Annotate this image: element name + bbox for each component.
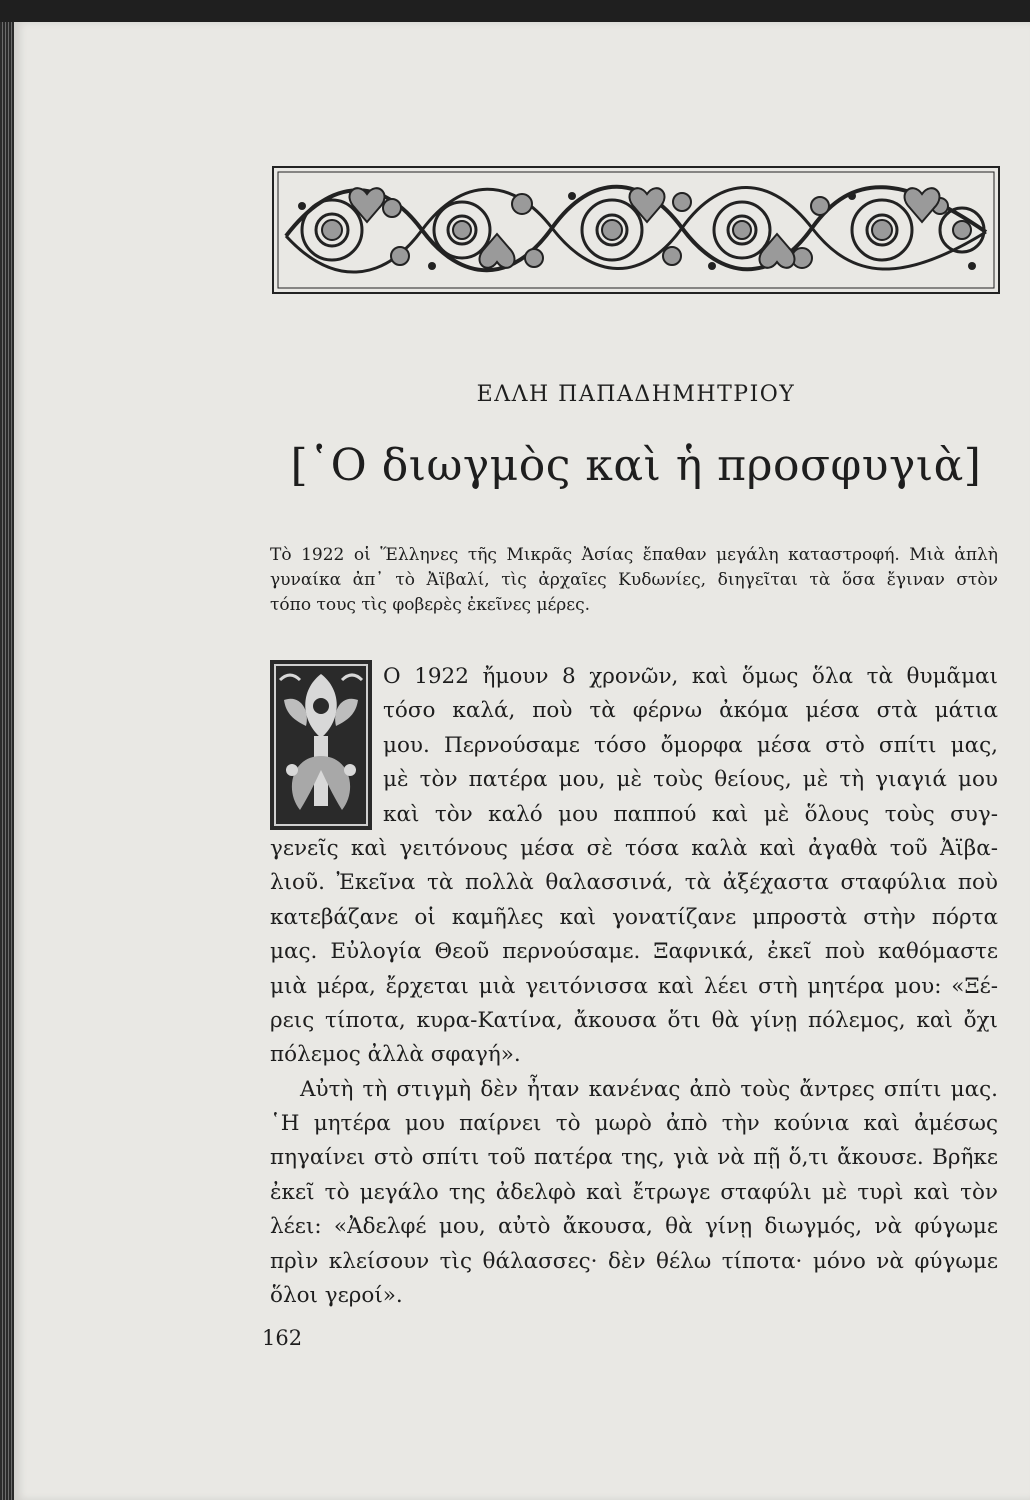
- intro-line: τόπο τους τὶς φοβερὲς ἐκεῖνες μέρες.: [270, 595, 591, 615]
- body-line: πόλεμος ἀλλὰ σφαγή».: [270, 1042, 521, 1068]
- chapter-title: [῾Ο διωγμὸς καὶ ἡ προσφυγιὰ]: [290, 440, 982, 491]
- body-line: λιοῦ. Ἐκεῖνα τὰ πολλὰ θαλασσινά, τὰ ἀξέχαστα σταφύλια ποὺ: [270, 870, 998, 896]
- page-number: 162: [262, 1326, 303, 1350]
- page-edge-strip: [0, 22, 14, 1500]
- body-line: καὶ τὸν καλό μου παππού καὶ μὲ ὅλους τοὺς συγ-: [383, 801, 998, 827]
- body-line: Ο 1922 ἤμουν 8 χρονῶν, καὶ ὅμως ὅλα τὰ θυμᾶμαι: [383, 664, 998, 689]
- body-line: Αὐτὴ τὴ στιγμὴ δὲν ἦταν κανένας ἀπὸ τοὺς ἄντρες σπίτι μας.: [300, 1076, 998, 1102]
- intro-line: Τὸ 1922 οἱ Ἕλληνες τῆς Μικρᾶς Ἀσίας ἔπαθαν μεγάλη καταστροφή. Μιὰ ἁπλὴ: [270, 545, 998, 565]
- body-line: ὅλοι γεροί».: [270, 1283, 403, 1309]
- body-line: ῾Η μητέρα μου παίρνει τὸ μωρὸ ἀπὸ τὴν κούνια καὶ ἀμέσως: [270, 1111, 998, 1137]
- body-line: πρὶν κλείσουν τὶς θάλασσες· δὲν θέλω τίποτα· μόνο νὰ φύγωμε: [270, 1248, 998, 1274]
- body-line: πηγαίνει στὸ σπίτι τοῦ πατέρα της, γιὰ νὰ πῇ ὅ,τι ἄκουσε. Βρῆκε: [270, 1145, 998, 1171]
- intro-line: γυναίκα ἀπ᾽ τὸ Ἀϊβαλί, τὶς ἀρχαῖες Κυδωνίες, διηγεῖται τὰ ὅσα ἔγιναν στὸν: [270, 570, 998, 590]
- body-line: ἐκεῖ τὸ μεγάλο της ἀδελφὸ καὶ ἔτρωγε σταφύλι μὲ τυρὶ καὶ τὸν: [270, 1179, 998, 1205]
- body-text: [270, 660, 998, 1313]
- body-line: τόσο καλά, ποὺ τὰ φέρνω ἀκόμα μέσα στὰ μάτια: [383, 698, 998, 724]
- author-name: ΕΛΛΗ ΠΑΠΑΔΗΜΗΤΡΙΟΥ: [476, 382, 796, 407]
- body-line: μας. Εὐλογία Θεοῦ περνούσαμε. Ξαφνικά, ἐκεῖ ποὺ καθόμαστε: [270, 939, 998, 965]
- body-line: λέει: «Ἀδελφέ μου, αὐτὸ ἄκουσα, θὰ γίνῃ διωγμός, νὰ φύγωμε: [270, 1214, 998, 1240]
- body-line: μιὰ μέρα, ἔρχεται μιὰ γειτόνισσα καὶ λέει στὴ μητέρα μου: «Ξέ-: [270, 973, 998, 999]
- body-line: γενεῖς καὶ γειτόνους μέσα σὲ τόσα καλὰ καὶ ἀγαθὰ τοῦ Ἀϊβα-: [270, 835, 998, 861]
- body-line: μὲ τὸν πατέρα μου, μὲ τοὺς θείους, μὲ τὴ γιαγιά μου: [383, 767, 998, 793]
- body-line: ρεις τίποτα, κυρα-Κατίνα, ἄκουσα ὅτι θὰ γίνῃ πόλεμος, καὶ ὄχι: [270, 1007, 998, 1033]
- body-line: κατεβάζανε οἱ καμῆλες καὶ γονατίζανε μπροστὰ στὴν πόρτα: [270, 904, 998, 930]
- intro-paragraph: [270, 543, 998, 618]
- body-line: μου. Περνούσαμε τόσο ὄμορφα μέσα στὸ σπίτι μας,: [383, 732, 998, 758]
- decorative-header-ornament: [272, 166, 1000, 294]
